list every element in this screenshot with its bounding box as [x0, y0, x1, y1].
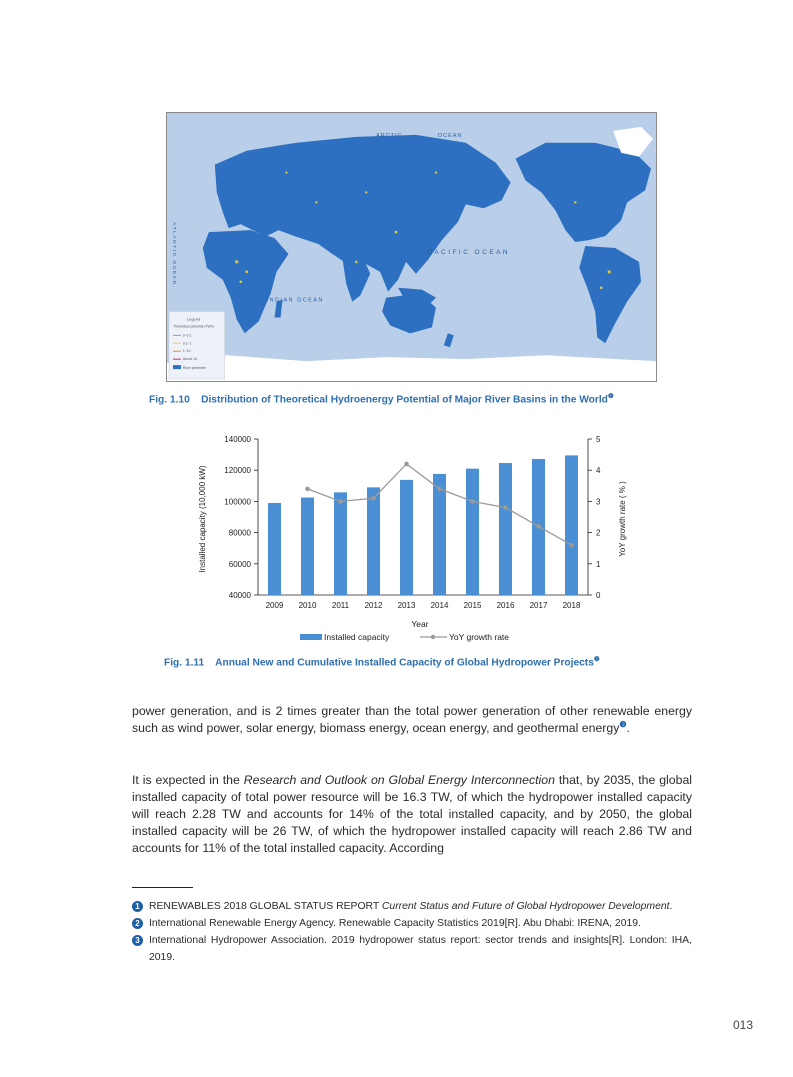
figure-2-number: Fig. 1.11 — [164, 657, 205, 669]
figure-1-number: Fig. 1.10 — [149, 394, 190, 406]
body-paragraph-2 — [132, 772, 692, 857]
x-tick-label-2010: 2010 — [298, 601, 317, 610]
legend-item-1: 0~0.1 — [182, 333, 192, 338]
figure-1-caption — [149, 392, 614, 405]
map-legend — [169, 312, 225, 379]
chart-legend — [300, 632, 509, 642]
chart-y-axis-label: Installed capacity (10,000 kW) — [198, 465, 207, 573]
footnote-number-3: 3 — [132, 935, 143, 946]
label-atlantic: ATLANTIC OCEAN — [170, 222, 176, 286]
growth-point-2017 — [536, 524, 541, 529]
legend-item-2: 0.1~1 — [182, 341, 192, 346]
figure-2-ref: ❷ — [593, 656, 600, 663]
p2-italic-title: Research and Outlook on Global Energy Interconnection — [243, 773, 555, 787]
growth-point-2015 — [470, 499, 475, 504]
footnote-number-1: 1 — [132, 901, 143, 912]
footnote-3 — [132, 932, 692, 966]
growth-point-2011 — [338, 499, 343, 504]
y2-tick-label-3: 3 — [596, 497, 601, 507]
x-tick-label-2009: 2009 — [265, 601, 284, 610]
footnote-divider — [132, 887, 193, 888]
legend-title: Legend — [186, 316, 201, 322]
world-hydropower-map — [166, 112, 657, 382]
x-tick-label-2018: 2018 — [562, 601, 581, 610]
y-tick-label-2: 80000 — [228, 528, 251, 538]
y2-tick-label-5: 5 — [596, 435, 601, 444]
bar-2010 — [301, 498, 314, 596]
y2-tick-label-1: 1 — [596, 559, 601, 569]
figure-2-caption — [164, 655, 600, 668]
p2-start: It is expected in the — [132, 773, 244, 787]
legend-subtitle: Theoretical potential (TWh) — [172, 324, 214, 329]
bar-2009 — [268, 503, 281, 595]
x-tick-label-2017: 2017 — [529, 601, 548, 610]
bar-2018 — [565, 455, 578, 595]
legend-bar-label: Installed capacity — [324, 632, 390, 642]
map-svg — [167, 113, 656, 381]
p1-end: . — [626, 721, 630, 735]
label-indian: INDIAN OCEAN — [266, 297, 324, 304]
footnote-number-2: 2 — [132, 918, 143, 929]
x-tick-label-2011: 2011 — [331, 601, 350, 610]
hydropower-capacity-chart — [195, 428, 645, 648]
footnote-2 — [132, 915, 692, 932]
figure-1-ref: ❶ — [607, 393, 614, 400]
y2-tick-label-4: 4 — [596, 466, 601, 476]
growth-point-2012 — [371, 496, 376, 501]
y2-tick-label-2: 2 — [596, 528, 601, 538]
label-arctic-ocean: OCEAN — [437, 132, 463, 139]
figure-2-title: Annual New and Cumulative Installed Capacity of Global Hydropower Projects — [215, 657, 594, 669]
land-antarctica — [167, 355, 656, 381]
label-arctic: ARCTIC — [376, 132, 403, 139]
legend-item-5: River perimeter — [182, 366, 207, 371]
bar-2015 — [466, 469, 479, 595]
legend-line-marker — [431, 635, 435, 639]
footnote-1-text: RENEWABLES 2018 GLOBAL STATUS REPORT — [149, 901, 382, 912]
x-tick-label-2012: 2012 — [364, 601, 383, 610]
y-tick-label-4: 120000 — [224, 466, 251, 476]
legend-item-4: Above 10 — [182, 357, 198, 362]
y-tick-label-3: 100000 — [224, 497, 251, 507]
bar-2016 — [499, 463, 512, 595]
p2-rest: that, by 2035, the global installed capacity of total power resource will be 16.3 TW, of which the hydropower installed capacity will reach 2.28 TW and accounts for 14% of the total installed capacity, and by 2050, the global installed capacity will be 26 TW, of which the hydropower installed capacity will reach 2.86 TW and accounts for 11% of the total installed capacity. According — [132, 773, 693, 855]
bar-2014 — [433, 474, 446, 595]
chart-svg — [195, 428, 645, 648]
bar-2011 — [334, 492, 347, 595]
footnote-3-text: International Hydropower Association. 2019 hydropower status report: sector trends and insights[R]. London: IHA, 2019. — [149, 935, 692, 963]
figure-1-title: Distribution of Theoretical Hydroenergy Potential of Major River Basins in the World — [201, 394, 608, 406]
legend-line-label: YoY growth rate — [449, 632, 510, 642]
footnote-ref-3[interactable]: ❸ — [619, 719, 627, 729]
label-pacific: PACIFIC OCEAN — [427, 248, 511, 256]
footnote-1-italic: Current Status and Future of Global Hydropower Development — [381, 901, 670, 912]
chart-x-axis-label: Year — [411, 619, 429, 629]
growth-point-2016 — [503, 505, 508, 510]
x-tick-label-2016: 2016 — [496, 601, 515, 610]
growth-point-2013 — [404, 462, 409, 467]
x-tick-label-2014: 2014 — [430, 601, 449, 610]
growth-point-2014 — [437, 487, 442, 492]
y-tick-label-1: 60000 — [228, 559, 251, 569]
growth-point-2018 — [569, 543, 574, 548]
footnote-1-end: . — [669, 901, 673, 912]
body-paragraph-1 — [132, 703, 692, 737]
page-number: 013 — [733, 1018, 754, 1032]
chart-y2-axis-label: YoY growth rate ( % ) — [618, 481, 627, 557]
p1-text: power generation, and is 2 times greater than the total power generation of other renewable energy such as wind power, solar energy, biomass energy, ocean energy, and geothermal energy — [132, 704, 692, 735]
legend-bar-swatch — [300, 634, 322, 640]
footnote-2-text: International Renewable Energy Agency. Renewable Capacity Statistics 2019[R]. Abu Dhabi: IRENA, 2019. — [149, 918, 641, 929]
bar-2012 — [367, 487, 380, 595]
y-tick-label-5: 140000 — [224, 435, 251, 444]
y-tick-label-0: 40000 — [228, 591, 251, 600]
y2-tick-label-0: 0 — [596, 591, 601, 600]
footnote-1 — [132, 898, 692, 915]
x-tick-label-2015: 2015 — [463, 601, 482, 610]
bar-2013 — [400, 480, 413, 595]
x-tick-label-2013: 2013 — [397, 601, 416, 610]
growth-point-2010 — [305, 487, 310, 492]
legend-item-3: 1~10 — [182, 349, 191, 354]
footnotes — [132, 898, 692, 966]
